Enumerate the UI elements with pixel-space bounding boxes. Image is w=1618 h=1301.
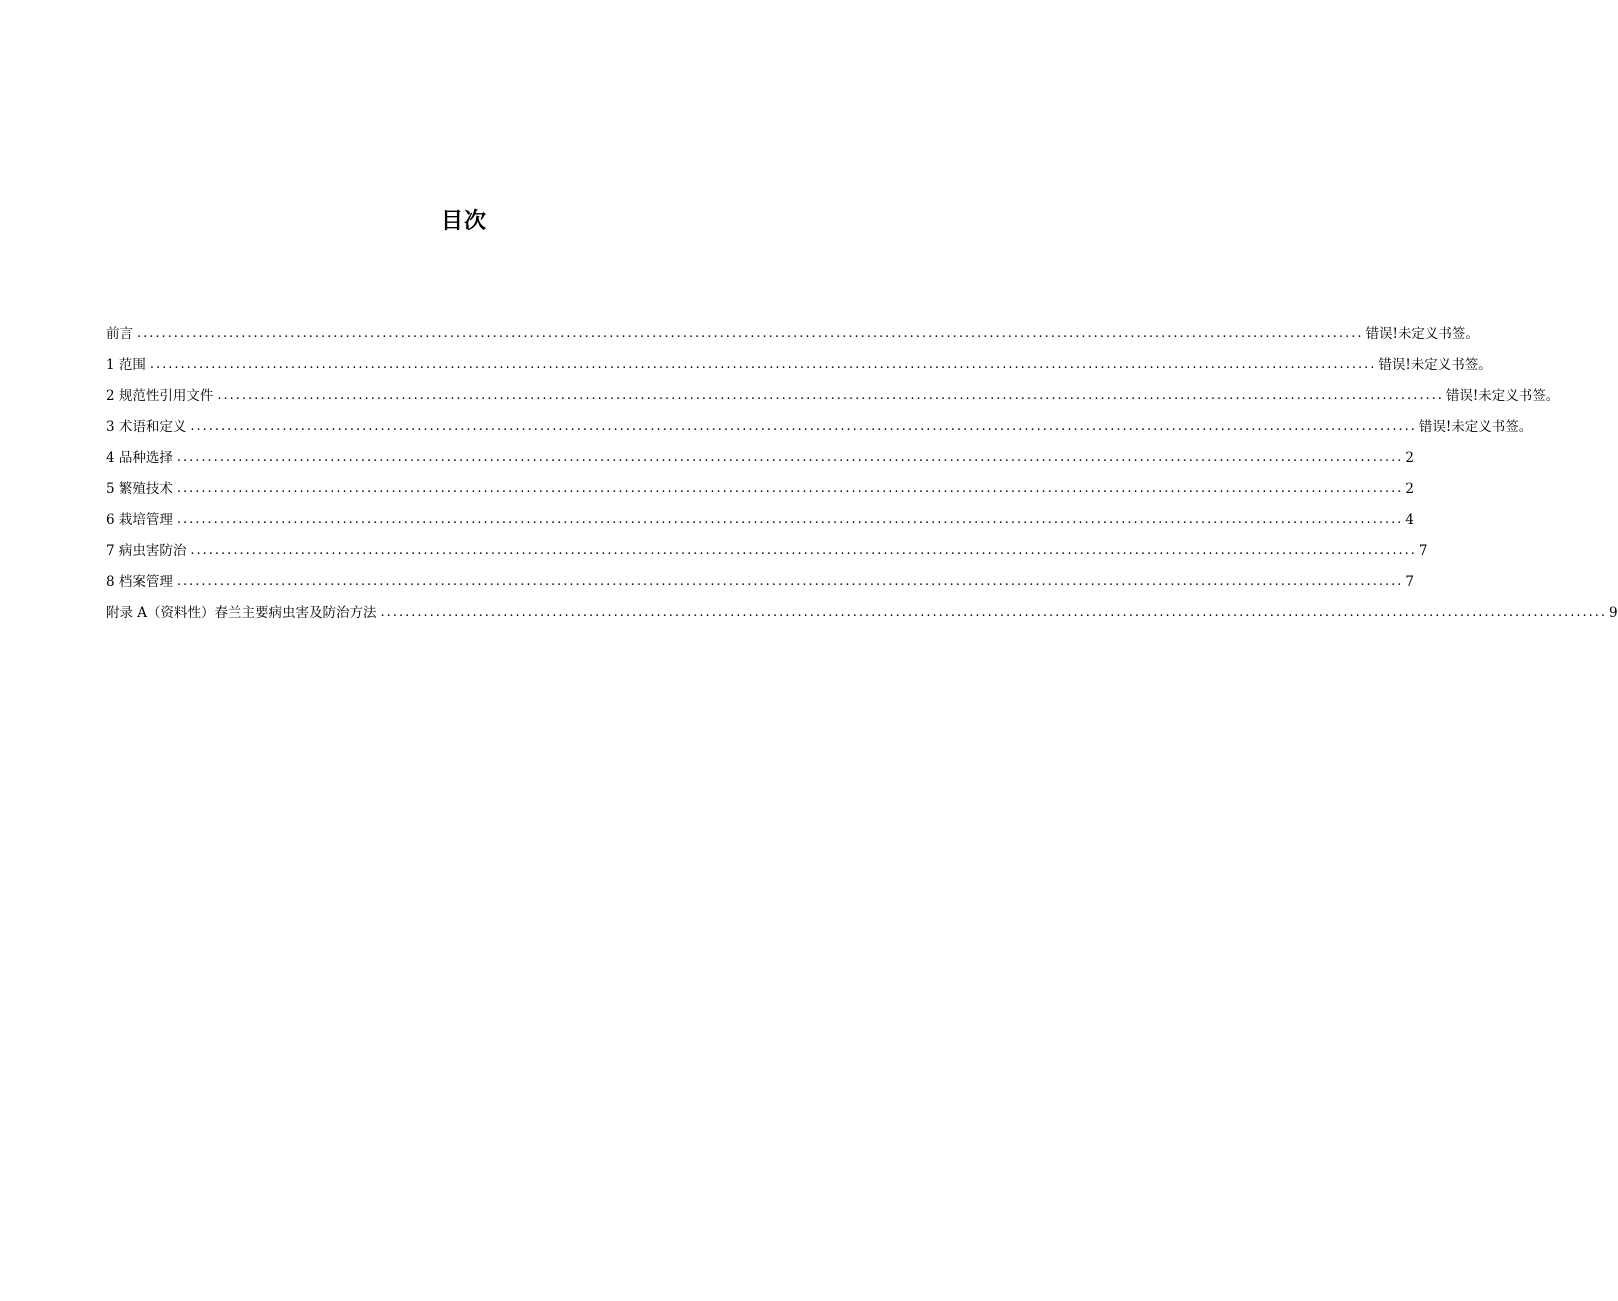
toc-entry-foreword[interactable] <box>106 312 1479 343</box>
toc-entry-pest-control[interactable] <box>106 529 1428 560</box>
toc-entry-scope[interactable] <box>106 343 1492 374</box>
toc-dot-leader: ........................................................................................................................................................................................................ <box>176 512 1404 527</box>
toc-entry-appendix-a[interactable] <box>106 591 1618 622</box>
toc-entry-label: 7 病虫害防治 <box>106 543 187 559</box>
toc-dot-leader: ........................................................................................................................................................................................................ <box>176 450 1404 465</box>
toc-dot-leader: ........................................................................................................................................................................................................ <box>380 605 1608 620</box>
toc-dot-leader: ........................................................................................................................................................................................................ <box>176 574 1404 589</box>
toc-dot-leader: ........................................................................................................................................................................................................ <box>217 388 1444 403</box>
toc-entry-label: 3 术语和定义 <box>106 419 187 435</box>
toc-entry-terms-definitions[interactable] <box>106 405 1533 436</box>
toc-dot-leader: ........................................................................................................................................................................................................ <box>176 481 1404 496</box>
toc-entry-page: 错误!未定义书签。 <box>1418 419 1533 435</box>
toc-entry-label: 前言 <box>106 326 133 342</box>
toc-entry-label: 附录 A（资料性）春兰主要病虫害及防治方法 <box>106 605 377 621</box>
toc-dot-leader: ........................................................................................................................................................................................................ <box>137 326 1364 341</box>
toc-entry-label: 2 规范性引用文件 <box>106 388 214 404</box>
toc-entry-label: 4 品种选择 <box>106 450 173 466</box>
toc-entry-label: 6 栽培管理 <box>106 512 173 528</box>
toc-entry-records[interactable] <box>106 560 1414 591</box>
toc-entry-page: 错误!未定义书签。 <box>1445 388 1560 404</box>
toc-entry-variety-selection[interactable] <box>106 436 1414 467</box>
toc-entry-page: 7 <box>1405 574 1414 590</box>
toc-entry-page: 7 <box>1418 543 1428 559</box>
toc-entry-propagation[interactable] <box>106 467 1414 498</box>
toc-entry-page: 9 <box>1609 605 1618 621</box>
toc-list <box>106 312 1618 622</box>
toc-entry-page: 2 <box>1405 481 1414 497</box>
toc-entry-page: 2 <box>1405 450 1414 466</box>
toc-entry-cultivation[interactable] <box>106 498 1414 529</box>
toc-title: 目次 <box>440 209 487 234</box>
toc-entry-label: 1 范围 <box>106 357 146 373</box>
toc-entry-normative-references[interactable] <box>106 374 1560 405</box>
toc-dot-leader: ........................................................................................................................................................................................................ <box>149 357 1377 372</box>
toc-entry-page: 错误!未定义书签。 <box>1378 357 1492 373</box>
toc-dot-leader: ........................................................................................................................................................................................................ <box>190 543 1417 558</box>
toc-entry-page: 4 <box>1405 512 1414 528</box>
toc-entry-label: 5 繁殖技术 <box>106 481 173 497</box>
toc-entry-page: 错误!未定义书签。 <box>1365 326 1479 342</box>
toc-entry-label: 8 档案管理 <box>106 574 173 590</box>
toc-dot-leader: ........................................................................................................................................................................................................ <box>190 419 1417 434</box>
